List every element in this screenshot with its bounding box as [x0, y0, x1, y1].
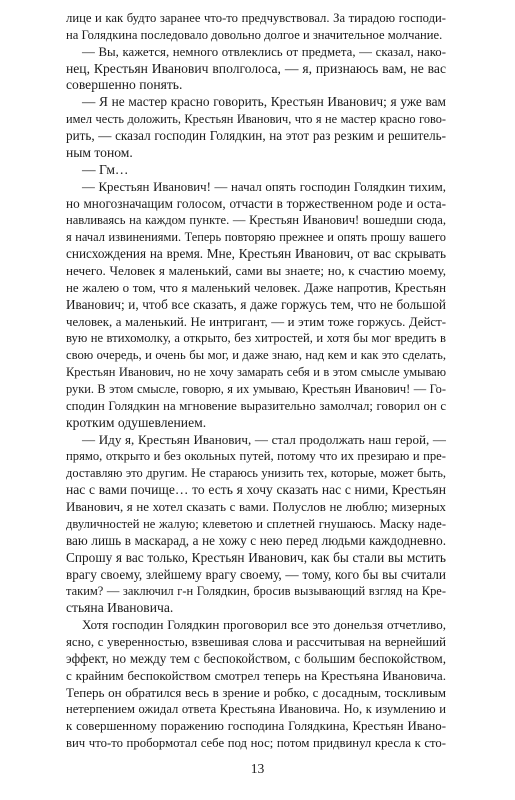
text-line: но многозначащим голосом, отчасти в торжественном роде и оста- — [66, 195, 446, 211]
text-line: кротким одушевлением. — [66, 414, 207, 430]
text-line: нец, Крестьян Иванович вполголоса, — я, признаюсь вам, не вас — [66, 60, 446, 76]
text-line: рить, — сказал господин Голядкин, на этот раз резким и решитель- — [66, 128, 446, 144]
text-line: сподин Голядкин на мгновение выразительно замолчал; говорил он с — [66, 398, 446, 413]
text-line: стьяна Ивановича. — [66, 600, 174, 616]
text-line: свою очередь, и очень бы мог, и даже знаю, над кем и как это сделать, — [66, 348, 446, 363]
text-line: нас с вами почище… то есть я хочу сказать нас с ними, Крестьян — [66, 482, 446, 498]
text-line: двуличностей не жалую; клеветою и сплетней гнушаюсь. Маску наде- — [66, 516, 446, 531]
text-line: снисхождения на время. Мне, Крестьян Иванович, от вас скрывать — [66, 246, 446, 262]
text-line: Теперь он обратился весь в зрение и робко, с досадным, тоскливым — [66, 684, 446, 700]
text-line: нетерпением ожидал ответа Крестьяна Ивановича. Но, к изумлению и — [66, 702, 446, 717]
text-line: ным тоном. — [66, 144, 133, 160]
text-line: прямо, открыто и без окольных путей, потому что их презираю и пре- — [66, 449, 446, 464]
text-line: с крайним беспокойством смотрел теперь на Крестьяна Ивановича. — [66, 667, 446, 683]
text-line: доставляю это другим. Не стараюсь унизить тех, которые, может быть, — [66, 466, 446, 481]
text-line: я начал извинениями. Теперь повторяю прежнее и опять прошу вашего — [66, 230, 446, 245]
text-line: — Вы, кажется, немного отвлеклись от предмета, — сказал, нако- — [82, 44, 446, 59]
text-line: вую не втихомолку, а открыто, без хитростей, и хотя бы мог вредить в — [66, 331, 446, 346]
text-line: человек, а маленький. Не интригант, — и этим тоже горжусь. Дейст- — [66, 314, 446, 329]
text-line: врагу своему, злейшему врагу своему, — тому, кого бы вы считали — [66, 566, 446, 582]
page-number: 13 — [250, 761, 265, 776]
text-line: таким? — заключил г-н Голядкин, бросив вызывающий взгляд на Кре- — [66, 584, 446, 599]
text-line: не жалею о том, что я маленький человек. Даже напротив, Крестьян — [66, 279, 446, 295]
text-line: лице и как будто заранее что-то предчувствовал. За тирадою господи- — [66, 11, 446, 25]
text-line: имел честь доложить, Крестьян Иванович, что я не мастер красно гово- — [66, 112, 446, 127]
text-line: совершенно понять. — [66, 77, 183, 93]
text-line: на Голядкина последовало довольно долгое и значительное молчание. — [66, 27, 443, 42]
text-line: — Я не мастер красно говорить, Крестьян Иванович; я уже вам — [82, 94, 446, 110]
text-line: Крестьян Иванович, но не хочу замарать себя и в этом смысле умываю — [66, 365, 446, 380]
text-line: — Иду я, Крестьян Иванович, — стал продолжать наш герой, — — [82, 431, 446, 447]
text-line: навливаясь на каждом пункте. — Крестьян Иванович! вошедши сюда, — [66, 213, 446, 228]
text-line: Иванович; и, чтоб все сказать, я даже горжусь тем, что не большой — [66, 296, 446, 312]
text-line: Иванович, я не хотел сказать с вами. Полуслов не люблю; мизерных — [66, 499, 446, 515]
text-line: Хотя господин Голядкин проговорил все это донельзя отчетливо, — [82, 617, 446, 633]
text-line: руки. В этом смысле, говорю, я их умываю, Крестьян Иванович! — Го- — [66, 382, 446, 396]
text-line: вич что-то пробормотал себе под нос; потом придвинул кресла к сто- — [66, 736, 446, 751]
text-line: эффект, но между тем с беспокойством, с большим беспокойством, — [66, 650, 446, 666]
text-line: к совершенному поражению господина Голядкина, Крестьян Ивано- — [66, 719, 446, 734]
text-line: Спрошу я вас только, Крестьян Иванович, как бы стали вы мстить — [66, 549, 446, 565]
text-line: нечего. Человек я маленький, сами вы знаете; но, к счастию моему, — [66, 262, 446, 278]
text-line: — Крестьян Иванович! — начал опять господин Голядкин тихим, — [82, 179, 446, 194]
text-line: ясно, с уверенностью, взвешивая слова и рассчитывая на вернейший — [66, 634, 446, 649]
text-line: — Гм… — [82, 161, 129, 177]
text-line: ваю лишь в маскарад, а не хожу с нею перед людьми каждодневно. — [66, 532, 446, 548]
